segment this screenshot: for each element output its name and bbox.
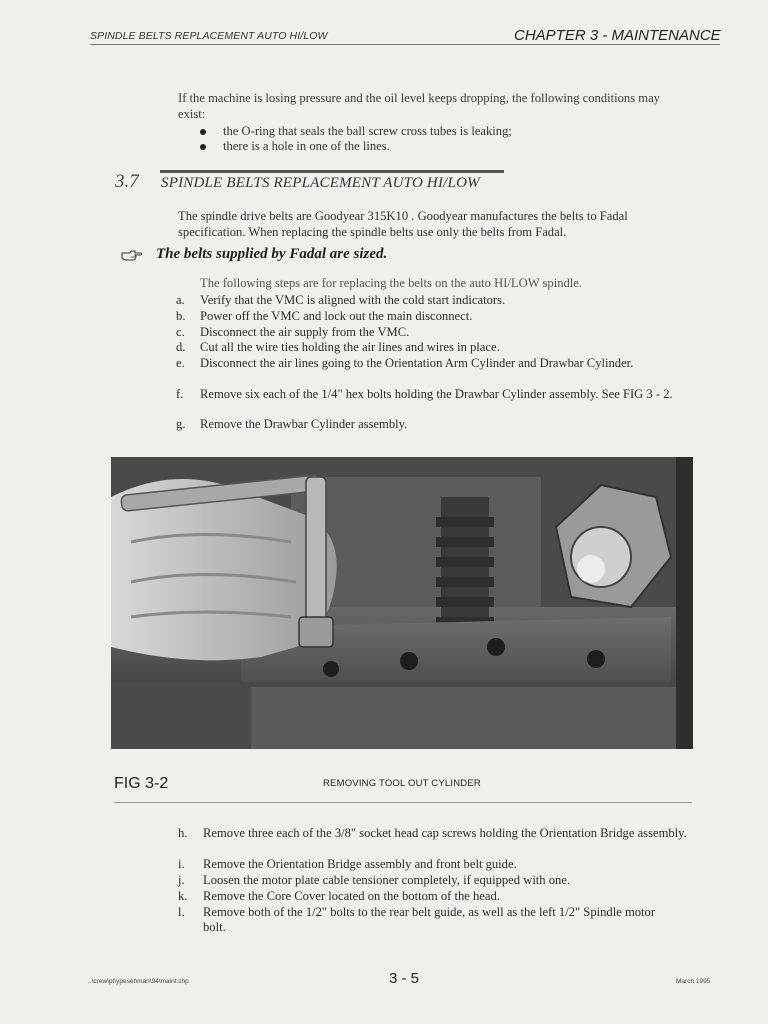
step-text: Verify that the VMC is aligned with the cold start indicators. [200,293,506,307]
figure-rule [114,802,692,803]
chapter-title: CHAPTER 3 - MAINTENANCE [514,27,721,44]
step-letter: a. [176,293,185,307]
footer-file-path: ..\crew\pt\ypeset\man\94\maint.chp [88,978,189,985]
section-rule [160,170,504,173]
step-text: Power off the VMC and lock out the main disconnect. [200,309,473,323]
bullet-text: the O-ring that seals the ball screw cross tubes is leaking; [223,124,512,138]
figure-label: FIG 3-2 [114,775,169,792]
step-text: Remove the Drawbar Cylinder assembly. [200,417,408,431]
bullet-icon [200,129,206,135]
section-paragraph: The spindle drive belts are Goodyear 315K10 . Goodyear manufactures the belts to Fadal specification. When replacing the spindle belts use only the belts from Fadal. [178,209,628,239]
header-rule [90,44,720,45]
step-text: Remove three each of the 3/8" socket head cap screws holding the Orientation Bridge assembly. [203,826,687,840]
intro-paragraph: If the machine is losing pressure and the oil level keeps dropping, the following conditions may exist: [178,91,660,121]
step-letter: g. [176,417,186,431]
step-text: Remove both of the 1/2" bolts to the rear belt guide, as well as the left 1/2" Spindle motor bolt. [203,905,656,934]
note-text: The belts supplied by Fadal are sized. [156,246,388,262]
step-text: Remove the Core Cover located on the bottom of the head. [203,889,500,903]
bullet-icon [200,144,206,150]
step-letter: h. [178,826,188,840]
bullet-text: there is a hole in one of the lines. [223,139,390,153]
step-text: Remove six each of the 1/4" hex bolts holding the Drawbar Cylinder assembly. See FIG 3 - 2. [200,387,673,401]
step-letter: f. [176,387,184,401]
footer-date: March 1995 [676,978,711,985]
figure-caption: REMOVING TOOL OUT CYLINDER [323,778,481,789]
steps-intro: The following steps are for replacing the belts on the auto HI/LOW spindle. [200,276,583,290]
step-text: Cut all the wire ties holding the air lines and wires in place. [200,340,500,354]
page-number: 3 - 5 [389,970,420,987]
running-header-title: SPINDLE BELTS REPLACEMENT AUTO HI/LOW [90,30,328,42]
step-letter: k. [178,889,188,903]
step-text: Disconnect the air supply from the VMC. [200,325,410,339]
step-text: Disconnect the air lines going to the Orientation Arm Cylinder and Drawbar Cylinder. [200,356,634,370]
pointing-hand-icon [121,248,143,262]
step-letter: c. [176,325,185,339]
step-letter: i. [178,857,185,871]
section-title: SPINDLE BELTS REPLACEMENT AUTO HI/LOW [161,175,480,191]
figure-photo [111,457,693,749]
section-number: 3.7 [115,171,139,192]
step-letter: d. [176,340,186,354]
step-letter: j. [178,873,185,887]
step-letter: e. [176,356,185,370]
step-letter: b. [176,309,186,323]
step-text: Loosen the motor plate cable tensioner completely, if equipped with one. [203,873,571,887]
step-letter: l. [178,905,185,919]
drawbar-cylinder-photo [111,457,693,749]
step-text: Remove the Orientation Bridge assembly and front belt guide. [203,857,517,871]
